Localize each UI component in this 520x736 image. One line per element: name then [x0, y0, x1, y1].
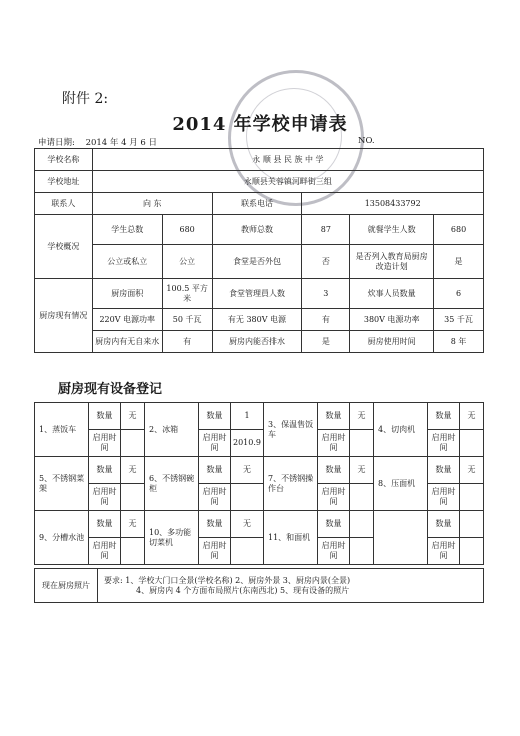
equipment-name: 2、冰箱	[145, 403, 199, 457]
has380-label: 有无 380V 电源	[212, 309, 302, 331]
page-title: 2014 年学校申请表	[172, 114, 348, 135]
p380-value: 35 千瓦	[434, 309, 484, 331]
quantity-value: 无	[350, 403, 374, 430]
application-date	[38, 136, 157, 148]
outsourced-label: 食堂是否外包	[212, 245, 302, 279]
school-name-value: 永 顺 县 民 族 中 学	[92, 149, 483, 171]
years-value: 8 年	[434, 331, 484, 353]
quantity-value: 1	[231, 403, 264, 430]
address-value: 永顺县芙蓉镇河畔街三组	[92, 171, 483, 193]
date-value: 2014 年 4 月 6 日	[85, 138, 158, 148]
start-date-label: 启用时间	[199, 484, 231, 511]
quantity-value	[460, 511, 484, 538]
start-date-label: 启用时间	[428, 430, 460, 457]
start-date-label: 启用时间	[89, 538, 121, 565]
equipment-name	[374, 511, 428, 565]
photos-table	[34, 568, 484, 603]
quantity-value: 无	[460, 457, 484, 484]
quantity-value: 无	[121, 403, 145, 430]
quantity-value: 无	[350, 457, 374, 484]
quantity-value	[350, 511, 374, 538]
equipment-name: 9、分槽水池	[35, 511, 89, 565]
teachers-value: 87	[302, 215, 350, 245]
start-date-label: 启用时间	[318, 430, 350, 457]
type-label: 公立或私立	[92, 245, 162, 279]
equipment-table	[34, 402, 484, 565]
p220-value: 50 千瓦	[162, 309, 212, 331]
start-date-label: 启用时间	[89, 484, 121, 511]
area-label: 厨房面积	[92, 279, 162, 309]
quantity-value: 无	[121, 511, 145, 538]
area-value: 100.5 平方米	[162, 279, 212, 309]
water-label: 厨房内有无自来水	[92, 331, 162, 353]
start-date-value	[121, 430, 145, 457]
start-date-label: 启用时间	[428, 484, 460, 511]
p380-label: 380V 电源功率	[350, 309, 434, 331]
quantity-label: 数量	[89, 403, 121, 430]
drain-label: 厨房内能否排水	[212, 331, 302, 353]
photos-req-line2: 4、厨房内 4 个方面布局照片(东南西北) 5、现有设备的照片	[136, 585, 350, 595]
start-date-value	[350, 484, 374, 511]
start-date-value	[231, 538, 264, 565]
quantity-label: 数量	[428, 403, 460, 430]
staff-value: 6	[434, 279, 484, 309]
water-value: 有	[162, 331, 212, 353]
start-date-label: 启用时间	[89, 430, 121, 457]
start-date-value: 2010.9	[231, 430, 264, 457]
has380-value: 有	[302, 309, 350, 331]
quantity-label: 数量	[89, 511, 121, 538]
quantity-value: 无	[121, 457, 145, 484]
kitchen-label: 厨房现有情况	[35, 279, 93, 353]
phone-label: 联系电话	[212, 193, 302, 215]
attachment-label: 附件 2:	[62, 91, 109, 107]
photos-req-line1: 要求: 1、学校大门口全景(学校名称) 2、厨房外景 3、厨房内景(全景)	[104, 575, 351, 585]
start-date-value	[121, 484, 145, 511]
school-name-label: 学校名称	[35, 149, 93, 171]
quantity-value: 无	[231, 457, 264, 484]
students-value: 680	[162, 215, 212, 245]
start-date-value	[231, 484, 264, 511]
equipment-name: 10、多功能切菜机	[145, 511, 199, 565]
quantity-value: 无	[460, 403, 484, 430]
start-date-value	[460, 430, 484, 457]
start-date-label: 启用时间	[199, 538, 231, 565]
equipment-name: 6、不锈钢碗柜	[145, 457, 199, 511]
start-date-value	[460, 538, 484, 565]
start-date-value	[121, 538, 145, 565]
address-label: 学校地址	[35, 171, 93, 193]
quantity-label: 数量	[318, 403, 350, 430]
drain-value: 是	[302, 331, 350, 353]
equipment-name: 7、不锈钢操作台	[264, 457, 318, 511]
equipment-name: 1、蒸饭车	[35, 403, 89, 457]
managers-label: 食堂管理員人数	[212, 279, 302, 309]
type-value: 公立	[162, 245, 212, 279]
equipment-name: 5、不锈钢菜架	[35, 457, 89, 511]
quantity-label: 数量	[199, 457, 231, 484]
teachers-label: 教师总数	[212, 215, 302, 245]
number-label: NO.	[358, 136, 375, 146]
overview-label: 学校概况	[35, 215, 93, 279]
quantity-label: 数量	[318, 511, 350, 538]
start-date-label: 启用时间	[318, 484, 350, 511]
equipment-name: 4、切肉机	[374, 403, 428, 457]
equipment-name: 3、保温售饭车	[264, 403, 318, 457]
quantity-label: 数量	[199, 511, 231, 538]
equipment-section-title: 厨房现有设备登记	[58, 382, 163, 397]
start-date-label: 启用时间	[428, 538, 460, 565]
date-label: 申请日期:	[38, 138, 75, 148]
start-date-value	[460, 484, 484, 511]
quantity-label: 数量	[89, 457, 121, 484]
diners-label: 就餐学生人数	[350, 215, 434, 245]
plan-value: 是	[434, 245, 484, 279]
school-info-table	[34, 148, 484, 353]
quantity-value: 无	[231, 511, 264, 538]
plan-label: 是否列入教育局厨房改造计划	[350, 245, 434, 279]
photos-label: 现在厨房照片	[35, 569, 98, 603]
start-date-label: 启用时间	[318, 538, 350, 565]
diners-value: 680	[434, 215, 484, 245]
quantity-label: 数量	[318, 457, 350, 484]
p220-label: 220V 电源功率	[92, 309, 162, 331]
quantity-label: 数量	[428, 457, 460, 484]
photos-requirements	[98, 569, 484, 603]
managers-value: 3	[302, 279, 350, 309]
start-date-value	[350, 430, 374, 457]
staff-label: 炊事人员数量	[350, 279, 434, 309]
equipment-name: 11、和面机	[264, 511, 318, 565]
phone-value: 13508433792	[302, 193, 484, 215]
students-label: 学生总数	[92, 215, 162, 245]
contact-value: 向 东	[92, 193, 212, 215]
outsourced-value: 否	[302, 245, 350, 279]
equipment-name: 8、压面机	[374, 457, 428, 511]
quantity-label: 数量	[199, 403, 231, 430]
quantity-label: 数量	[428, 511, 460, 538]
years-label: 厨房使用时间	[350, 331, 434, 353]
contact-label: 联系人	[35, 193, 93, 215]
start-date-value	[350, 538, 374, 565]
start-date-label: 启用时间	[199, 430, 231, 457]
